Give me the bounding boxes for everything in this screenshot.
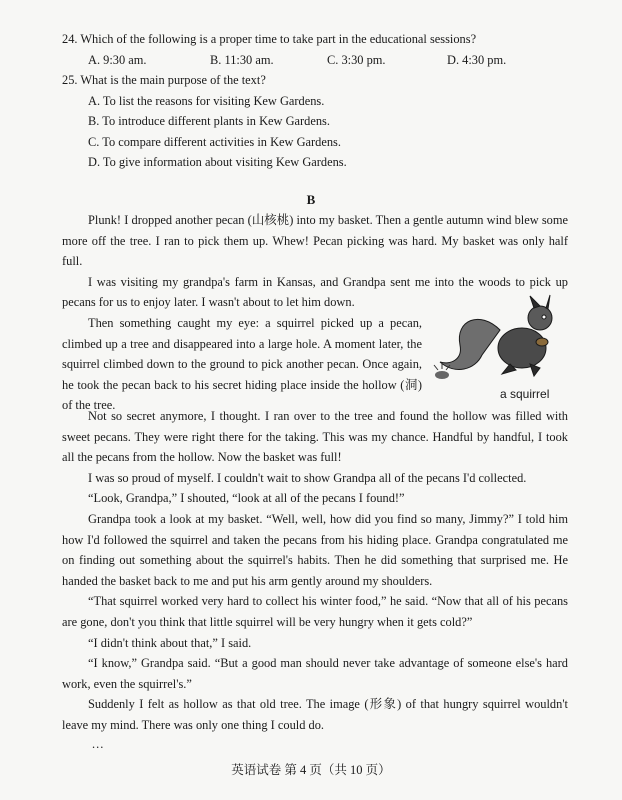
paragraph-5: I was so proud of myself. I couldn't wait to show Grandpa all of the pecans I'd collected. [88, 470, 527, 485]
paragraph-11: Suddenly I felt as hollow as that old tree. The image (形象) of that hungry squirrel wouldn't leave my mind. There was only one thing I could do. [62, 697, 568, 732]
paragraph-4: Not so secret anymore, I thought. I ran over to the tree and found the hollow was filled with sweet pecans. They were right there for the taking. This was my chance. Handful by handful, I took all the pecans from the hollow. Now the basket was full! [62, 409, 568, 465]
option-25-d: D. To give information about visiting Kew Gardens. [88, 155, 347, 169]
question-24-options [0, 50, 622, 70]
section-label: B [306, 192, 316, 207]
option-24-d: D. 4:30 pm. [447, 53, 507, 67]
paragraph-6: “Look, Grandpa,” I shouted, “look at all of the pecans I found!” [88, 491, 405, 506]
option-25-b: B. To introduce different plants in Kew Gardens. [88, 114, 330, 128]
paragraph-10: “I know,” Grandpa said. “But a good man should never take advantage of someone else's hard work, even the squirrel's.” [62, 656, 568, 691]
paragraph-1: Plunk! I dropped another pecan (山核桃) into my basket. Then a gentle autumn wind blew some more off the tree. I ran to pick them up. Whew! Pecan picking was hard. My basket was only half full. [62, 213, 568, 269]
paragraph-2: I was visiting my grandpa's farm in Kansas, and Grandpa sent me into the woods to pick up pecans for us to enjoy later. I wasn't about to let him down. [62, 274, 568, 310]
passage-side [62, 313, 422, 416]
option-25-a: A. To list the reasons for visiting Kew Gardens. [88, 94, 325, 108]
paragraph-7: Grandpa took a look at my basket. “Well, well, how did you find so many, Jimmy?” I told him how I'd followed the squirrel and taken the pecans from his hiding place. Grandpa congratulated me on finding out something about the squirrel's habits. Then he did something that surprised me. He handed the basket back to me and put his arm gently around my shoulders. [62, 511, 568, 588]
question-24: 24. Which of the following is a proper time to take part in the educational sessions? [62, 32, 477, 46]
paragraph-9: “I didn't think about that,” I said. [88, 635, 252, 650]
option-24-a: A. 9:30 am. [88, 53, 147, 67]
squirrel-illustration [430, 290, 565, 385]
paragraph-8: “That squirrel worked very hard to collect his winter food,” he said. “Now that all of his pecans are gone, don't you think that little squirrel will be very hungry when it gets cold?” [62, 594, 568, 629]
passage-rest [62, 406, 568, 736]
question-25: 25. What is the main purpose of the text? [62, 73, 266, 87]
figure-caption: a squirrel [500, 387, 550, 401]
option-25-c: C. To compare different activities in Kew Gardens. [88, 135, 341, 149]
option-24-b: B. 11:30 am. [210, 53, 274, 67]
option-24-c: C. 3:30 pm. [327, 53, 386, 67]
page-footer: 英语试卷 第 4 页（共 10 页） [231, 763, 391, 777]
ellipsis: ... [92, 737, 105, 751]
paragraph-3: Then something caught my eye: a squirrel picked up a pecan, climbed up a tree and disappeared into a large hole. A moment later, the squirrel climbed down to the ground to pick another pecan. Once again, he took the pecan back to his secret hiding place inside the hollow (洞) of the tree. [62, 316, 422, 413]
